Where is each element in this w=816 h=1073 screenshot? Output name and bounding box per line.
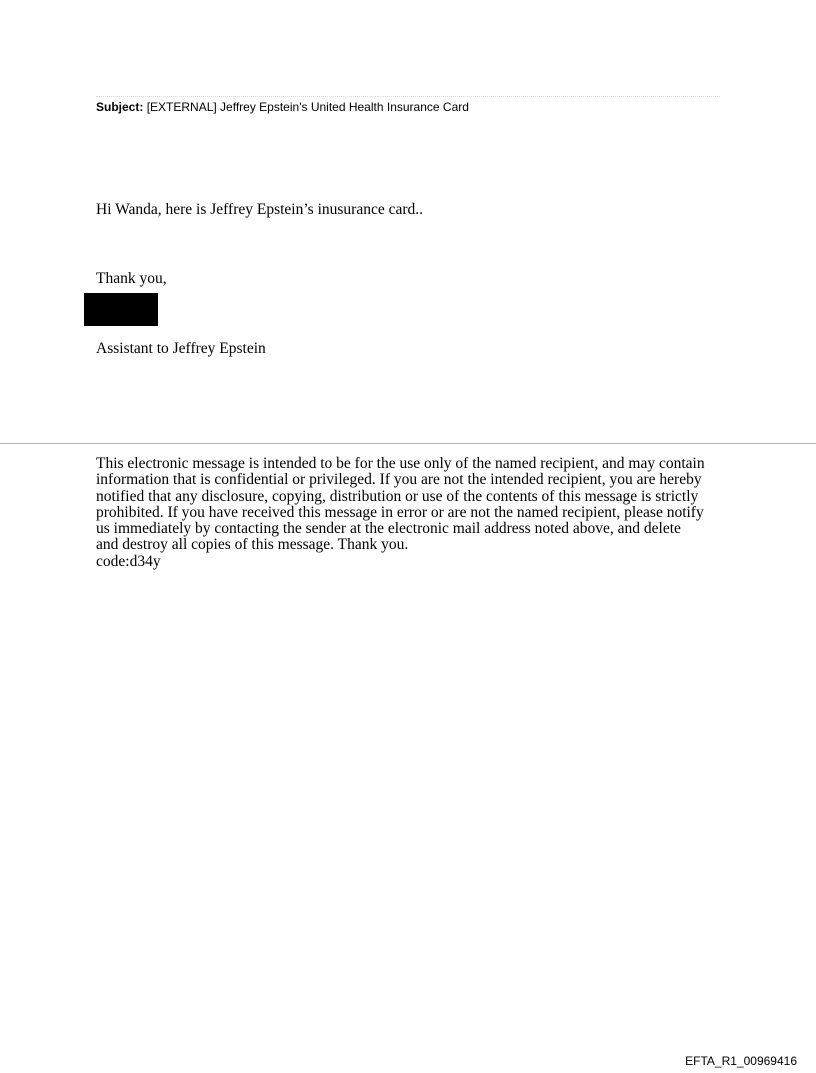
- email-signature: Assistant to Jeffrey Epstein: [96, 340, 266, 357]
- disclaimer-line: information that is confidential or privileged. If you are not the intended recipient, you are hereby: [96, 471, 702, 489]
- disclaimer-line: us immediately by contacting the sender at the electronic mail address noted above, and delete: [96, 520, 681, 538]
- document-id: EFTA_R1_00969416: [685, 1054, 797, 1068]
- disclaimer-code: code:d34y: [96, 552, 161, 570]
- redaction-block: [84, 293, 158, 326]
- subject-value: [EXTERNAL] Jeffrey Epstein's United Health Insurance Card: [146, 100, 469, 114]
- disclaimer-divider: [0, 443, 816, 444]
- disclaimer-line: This electronic message is intended to be for the use only of the named recipient, and may contain: [96, 455, 705, 472]
- disclaimer-line: notified that any disclosure, copying, distribution or use of the contents of this message is strictly: [96, 487, 699, 505]
- disclaimer-line: prohibited. If you have received this message in error or are not the named recipient, please notify: [96, 503, 704, 521]
- subject-label: Subject:: [96, 100, 144, 114]
- confidentiality-disclaimer: [96, 456, 736, 570]
- email-greeting: Hi Wanda, here is Jeffrey Epstein’s inusurance card..: [96, 201, 424, 218]
- email-closing: Thank you,: [96, 270, 167, 287]
- subject-line: [96, 99, 469, 115]
- header-divider: [96, 96, 720, 97]
- disclaimer-line: and destroy all copies of this message. Thank you.: [96, 536, 409, 554]
